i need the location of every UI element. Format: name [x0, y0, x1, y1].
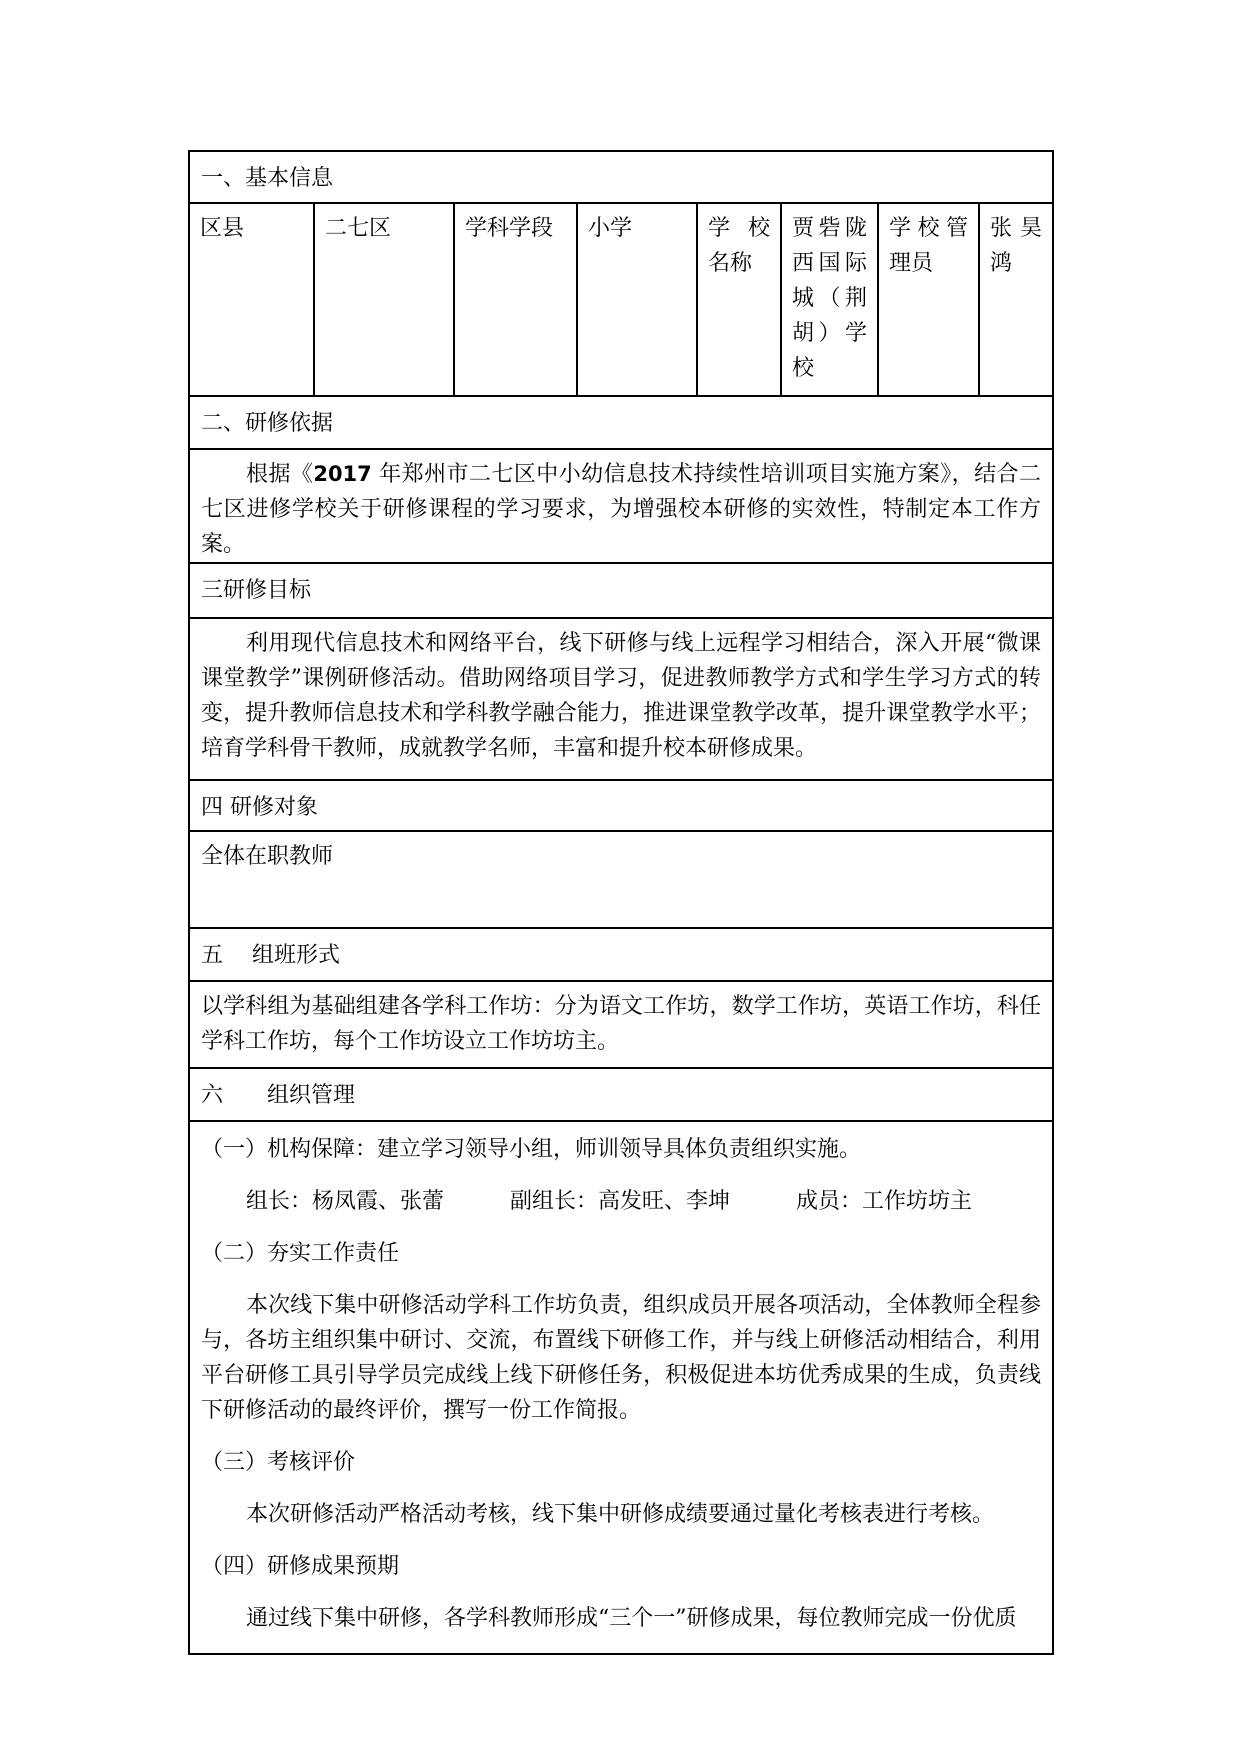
section-grouping-header: 五 组班形式 — [189, 928, 1053, 981]
section-grouping-body-cell — [189, 981, 1053, 1068]
section-goals-header: 三研修目标 — [189, 563, 1053, 618]
info-label-district: 区县 — [189, 203, 314, 396]
section-goals-body-cell — [189, 618, 1053, 780]
section-management-body-cell — [189, 1121, 1053, 1654]
assessment-body-paragraph: 本次研修活动严格活动考核，线下集中研修成绩要通过量化考核表进行考核。 — [246, 1502, 995, 1527]
basis-paragraph — [201, 457, 1041, 562]
info-label-subject-stage: 学科学段 — [454, 203, 577, 396]
leaders-paragraph: 组长：杨凤霞、张蕾 副组长：高发旺、李坤 成员：工作坊坊主 — [246, 1189, 973, 1214]
outcome-body-paragraph: 通过线下集中研修，各学科教师形成“三个一”研修成果，每位教师完成一份优质 — [246, 1606, 1017, 1631]
section-target-body-cell — [189, 831, 1053, 928]
section-basis-header: 二、研修依据 — [189, 396, 1053, 449]
target-paragraph: 全体在职教师 — [201, 844, 334, 869]
info-value-school-name: 贾砦陇西国际城（荆胡）学校 — [781, 203, 878, 396]
section-target-header: 四 研修对象 — [189, 780, 1053, 831]
basis-text-prefix: 根据《 — [246, 462, 314, 487]
info-value-district: 二七区 — [314, 203, 454, 396]
section-management-header: 六 组织管理 — [189, 1068, 1053, 1121]
basis-text-suffix: 年郑州市二七区中小幼信息技术持续性培训项目实施方案》，结合二七区进修学校关于研修课程的学习要求，为增强校本研修的实效性，特制定本工作方案。 — [201, 462, 1042, 557]
goals-paragraph: 利用现代信息技术和网络平台，线下研修与线上远程学习相结合，深入开展“微课课堂教学”课例研修活动。借助网络项目学习，促进教师教学方式和学生学习方式的转变，提升教师信息技术和学科教学融合能力，推进课堂教学改革，提升课堂教学水平；培育学科骨干教师，成就教学名师，丰富和提升校本研修成果。 — [201, 631, 1042, 761]
section-basic-info-header: 一、基本信息 — [189, 151, 1053, 203]
org-guarantee-paragraph: （一）机构保障：建立学习领导小组，师训领导具体负责组织实施。 — [201, 1137, 862, 1162]
outcome-header-paragraph: （四）研修成果预期 — [201, 1554, 400, 1579]
assessment-header-paragraph: （三）考核评价 — [201, 1450, 356, 1475]
basis-year: 2017 — [313, 462, 372, 486]
section-basis-body-cell — [189, 449, 1053, 563]
info-label-school-name: 学校名称 — [697, 203, 781, 396]
info-label-school-admin: 学校管理员 — [878, 203, 979, 396]
training-plan-table — [188, 150, 1054, 1655]
info-value-school-admin: 张昊鸿 — [979, 203, 1053, 396]
work-duty-body-paragraph: 本次线下集中研修活动学科工作坊负责，组织成员开展各项活动，全体教师全程参与，各坊主组织集中研讨、交流，布置线下研修工作，并与线上研修活动相结合，利用平台研修工具引导学员完成线上线下研修任务，积极促进本坊优秀成果的生成，负责线下研修活动的最终评价，撰写一份工作简报。 — [201, 1293, 1042, 1423]
grouping-paragraph: 以学科组为基础组建各学科工作坊：分为语文工作坊，数学工作坊，英语工作坊，科任学科工作坊，每个工作坊设立工作坊坊主。 — [201, 994, 1042, 1054]
info-value-subject-stage: 小学 — [577, 203, 697, 396]
work-duty-header-paragraph: （二）夯实工作责任 — [201, 1241, 400, 1266]
